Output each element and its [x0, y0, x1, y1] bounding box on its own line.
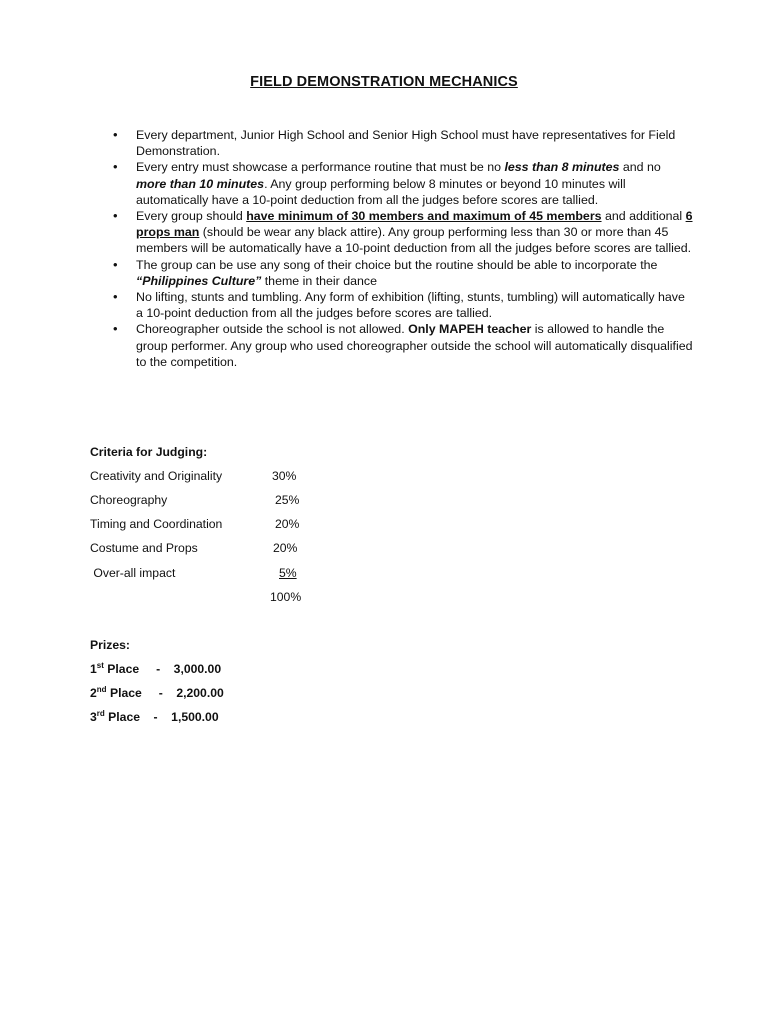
prize-rank: 2: [90, 686, 97, 700]
criteria-label: Choreography: [90, 493, 168, 507]
bullet-text: Choreographer outside the school is not allowed.: [136, 322, 409, 337]
bullet-text: is allowed to handle the group performer. Any group who used choreographer outside the school will automatically disqualified to the competition.: [136, 322, 693, 369]
bullet-text: The group can be use any song of their choice but the routine should be able to incorporate the: [136, 257, 658, 272]
criteria-value: 20%: [275, 517, 300, 531]
bullet-text: Every department, Junior High School and Senior High School must have representatives for Field Demonstration.: [136, 128, 676, 159]
criteria-label: Costume and Props: [90, 541, 198, 555]
list-item: [113, 289, 693, 321]
criteria-heading: Criteria for Judging:: [90, 445, 208, 459]
bullet-text: . Any group performing below 8 minutes or beyond 10 minutes will automatically have a 10-point deduction from all the judges before scores are tallied.: [136, 176, 626, 207]
prize-amount: Place - 3,000.00: [103, 662, 222, 676]
bullet-text: Every entry must showcase a performance routine that must be no: [136, 160, 505, 175]
mechanics-list: [113, 127, 693, 370]
prize-row: [90, 685, 224, 701]
prize-rank: 1: [90, 662, 97, 676]
prize-rank: 3: [90, 710, 97, 724]
list-item: [113, 159, 693, 208]
criteria-value: 30%: [272, 469, 297, 483]
list-item: [113, 257, 693, 289]
emphasis-text: more than 10 minutes: [136, 176, 265, 191]
prize-rank-suffix: rd: [96, 708, 105, 718]
list-item: [113, 321, 693, 370]
criteria-label: Creativity and Originality: [90, 469, 223, 483]
prize-row: [90, 661, 221, 677]
emphasis-text: less than 8 minutes: [504, 160, 620, 175]
bullet-text: and additional: [601, 209, 686, 224]
prizes-heading: Prizes:: [90, 638, 130, 652]
emphasis-text: have minimum of 30 members and maximum of 45 members: [246, 209, 602, 224]
criteria-total: 100%: [270, 590, 302, 604]
list-item: [113, 127, 693, 159]
criteria-label: Timing and Coordination: [90, 517, 223, 531]
prize-row: [90, 709, 219, 725]
emphasis-text: 6 props man: [136, 209, 693, 240]
emphasis-text: Only MAPEH teacher: [408, 322, 532, 337]
criteria-label: Over-all impact: [90, 566, 176, 580]
bullet-text: and no: [619, 160, 661, 175]
list-item: [113, 208, 693, 257]
bullet-text: theme in their dance: [261, 273, 378, 288]
bullet-text: Every group should: [136, 209, 247, 224]
emphasis-text: “Philippines Culture”: [136, 273, 262, 288]
prize-amount: Place - 2,200.00: [106, 686, 224, 700]
criteria-value: 5%: [279, 566, 297, 580]
criteria-value: 25%: [275, 493, 300, 507]
criteria-value: 20%: [273, 541, 298, 555]
prize-rank-suffix: nd: [96, 684, 107, 694]
prize-rank-suffix: st: [96, 660, 104, 670]
bullet-text: No lifting, stunts and tumbling. Any form of exhibition (lifting, stunts, tumbling) will automatically have a 10-point deduction from all the judges before scores are tallied.: [136, 290, 685, 321]
bullet-text: (should be wear any black attire). Any group performing less than 30 or more than 45 members will be automatically have a 10-point deduction from all the judges before scores are tallied.: [136, 225, 692, 256]
prize-amount: Place - 1,500.00: [104, 710, 219, 724]
document-title: FIELD DEMONSTRATION MECHANICS: [250, 74, 518, 90]
